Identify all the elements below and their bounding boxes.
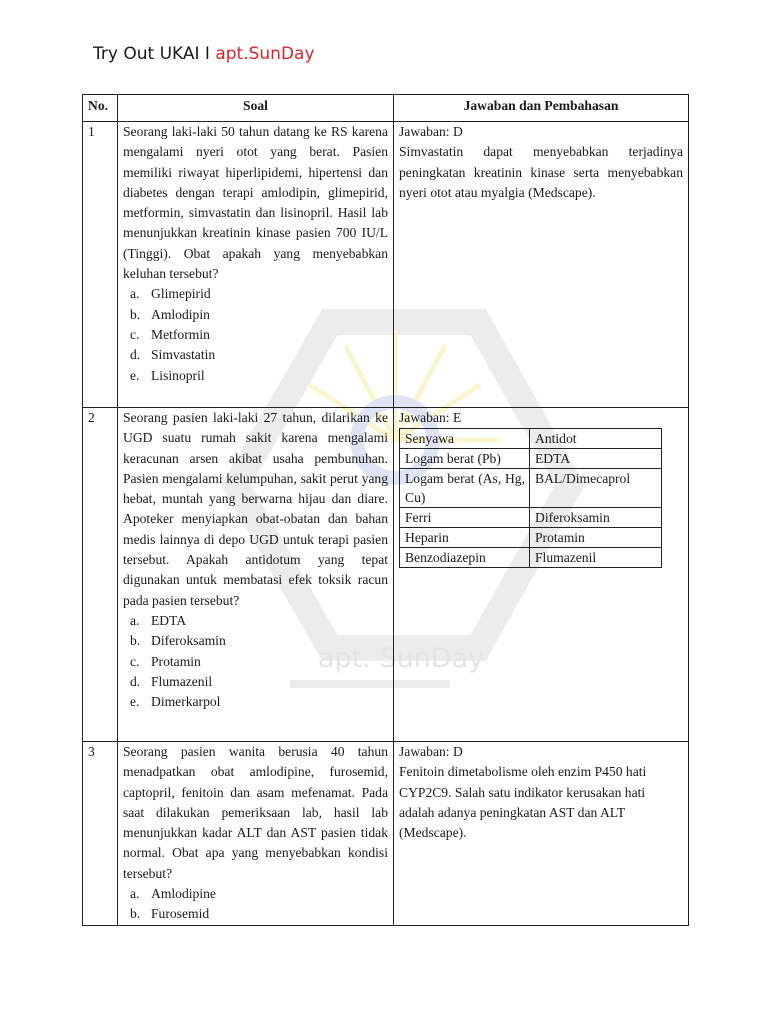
option-text: Furosemid xyxy=(151,906,210,922)
antidote-row xyxy=(400,429,662,449)
question-cell xyxy=(118,408,394,742)
watermark-text: apt. SunDay xyxy=(318,643,485,674)
answer-label: Jawaban: E xyxy=(399,410,462,425)
antidote-name: EDTA xyxy=(530,449,662,469)
option-text: Metformin xyxy=(151,326,210,342)
option-item xyxy=(123,692,388,712)
answer-label: Jawaban: D xyxy=(399,124,463,139)
question-cell xyxy=(118,122,394,408)
antidote-row xyxy=(400,528,662,548)
option-item xyxy=(123,284,388,304)
option-item xyxy=(123,305,388,325)
option-item xyxy=(123,884,388,904)
antidote-row xyxy=(400,548,662,568)
answer-cell xyxy=(394,742,689,926)
antidote-compound: Logam berat (Pb) xyxy=(400,449,530,469)
option-letter: d. xyxy=(130,347,141,363)
antidote-table xyxy=(399,428,662,568)
explanation-text: Fenitoin dimetabolisme oleh enzim P450 hati CYP2C9. Salah satu indikator kerusakan hati adalah adanya peningkatan AST dan ALT (Medscape). xyxy=(399,764,647,841)
question-text: Seorang pasien laki-laki 27 tahun, dilarikan ke UGD suatu rumah sakit karena mengalami keracunan arsen akibat usaha pembunuhan. Pasien mengalami kelumpuhan, sakit perut yang hebat, muntah yang berwarna hijau dan diare. Apoteker menyiapkan obat-obatan dan bahan medis lainnya di depo UGD untuk terapi pasien tersebut. Apakah antidotum yang tepat digunakan untuk membatasi efek toksik racun pada pasien tersebut? xyxy=(123,410,388,608)
option-letter: b. xyxy=(130,306,141,322)
table-row xyxy=(83,408,689,742)
antidote-compound: Heparin xyxy=(400,528,530,548)
table-row xyxy=(83,122,689,408)
option-text: Amlodipin xyxy=(151,306,210,322)
option-item xyxy=(123,345,388,365)
option-item xyxy=(123,325,388,345)
answer-cell xyxy=(394,408,689,742)
option-letter: a. xyxy=(130,886,140,902)
row-number: 3 xyxy=(83,742,118,926)
option-text: Flumazenil xyxy=(151,673,213,689)
antidote-compound: Senyawa xyxy=(400,429,530,449)
option-list xyxy=(123,884,388,925)
header-no: No. xyxy=(83,95,118,122)
page-header xyxy=(93,44,315,64)
option-letter: a. xyxy=(130,612,140,628)
answer-label: Jawaban: D xyxy=(399,744,463,759)
row-number: 1 xyxy=(83,122,118,408)
table-header-row xyxy=(83,95,689,122)
option-text: Diferoksamin xyxy=(151,633,226,649)
option-item xyxy=(123,672,388,692)
option-letter: d. xyxy=(130,673,141,689)
question-text: Seorang laki-laki 50 tahun datang ke RS karena mengalami nyeri otot yang berat. Pasien memiliki riwayat hiperlipidemi, hipertensi dan diabetes dengan terapi amlodipin, glimepirid, metformin, simvastatin dan lisinopril. Hasil lab menunjukkan kreatinin kinase pasien 700 IU/L (Tinggi). Obat apakah yang menyebabkan keluhan tersebut? xyxy=(123,124,388,282)
option-letter: c. xyxy=(130,326,140,342)
option-list xyxy=(123,611,388,712)
option-item xyxy=(123,611,388,631)
header-title: Try Out UKAI I xyxy=(93,44,210,64)
header-soal: Soal xyxy=(118,95,394,122)
option-letter: b. xyxy=(130,633,141,649)
option-item xyxy=(123,366,388,386)
option-text: Dimerkarpol xyxy=(151,694,221,710)
antidote-name: Flumazenil xyxy=(530,548,662,568)
question-cell xyxy=(118,742,394,926)
row-number: 2 xyxy=(83,408,118,742)
option-item xyxy=(123,904,388,924)
option-letter: e. xyxy=(130,694,140,710)
option-text: Lisinopril xyxy=(151,367,205,383)
option-text: EDTA xyxy=(151,612,187,628)
antidote-row xyxy=(400,449,662,469)
antidote-name: Diferoksamin xyxy=(530,508,662,528)
option-item xyxy=(123,631,388,651)
option-text: Amlodipine xyxy=(151,886,216,902)
antidote-compound: Logam berat (As, Hg, Cu) xyxy=(400,469,530,508)
antidote-name: Protamin xyxy=(530,528,662,548)
antidote-name: BAL/Dimecaprol xyxy=(530,469,662,508)
answer-cell xyxy=(394,122,689,408)
option-letter: e. xyxy=(130,367,140,383)
table-row xyxy=(83,742,689,926)
option-text: Glimepirid xyxy=(151,286,211,302)
explanation-text: Simvastatin dapat menyebabkan terjadinya peningkatan kreatinin kinase serta menyebabkan nyeri otot atau myalgia (Medscape). xyxy=(399,144,683,200)
antidote-row xyxy=(400,469,662,508)
question-text: Seorang pasien wanita berusia 40 tahun menadpatkan obat amlodipine, furosemid, captopril, fenitoin dan asam mefenamat. Pada saat dilakukan pemeriksaan lab, hasil lab menunjukkan kadar ALT dan AST pasien tidak normal. Obat apa yang menyebabkan kondisi tersebut? xyxy=(123,744,388,881)
antidote-name: Antidot xyxy=(530,429,662,449)
option-text: Protamin xyxy=(151,653,201,669)
option-letter: b. xyxy=(130,906,141,922)
option-list xyxy=(123,284,388,385)
qa-table xyxy=(82,94,689,926)
antidote-compound: Ferri xyxy=(400,508,530,528)
option-letter: c. xyxy=(130,653,140,669)
header-brand: apt.SunDay xyxy=(215,44,315,64)
antidote-compound: Benzodiazepin xyxy=(400,548,530,568)
option-text: Simvastatin xyxy=(151,347,216,363)
option-item xyxy=(123,652,388,672)
header-jawaban: Jawaban dan Pembahasan xyxy=(394,95,689,122)
option-letter: a. xyxy=(130,286,140,302)
antidote-row xyxy=(400,508,662,528)
